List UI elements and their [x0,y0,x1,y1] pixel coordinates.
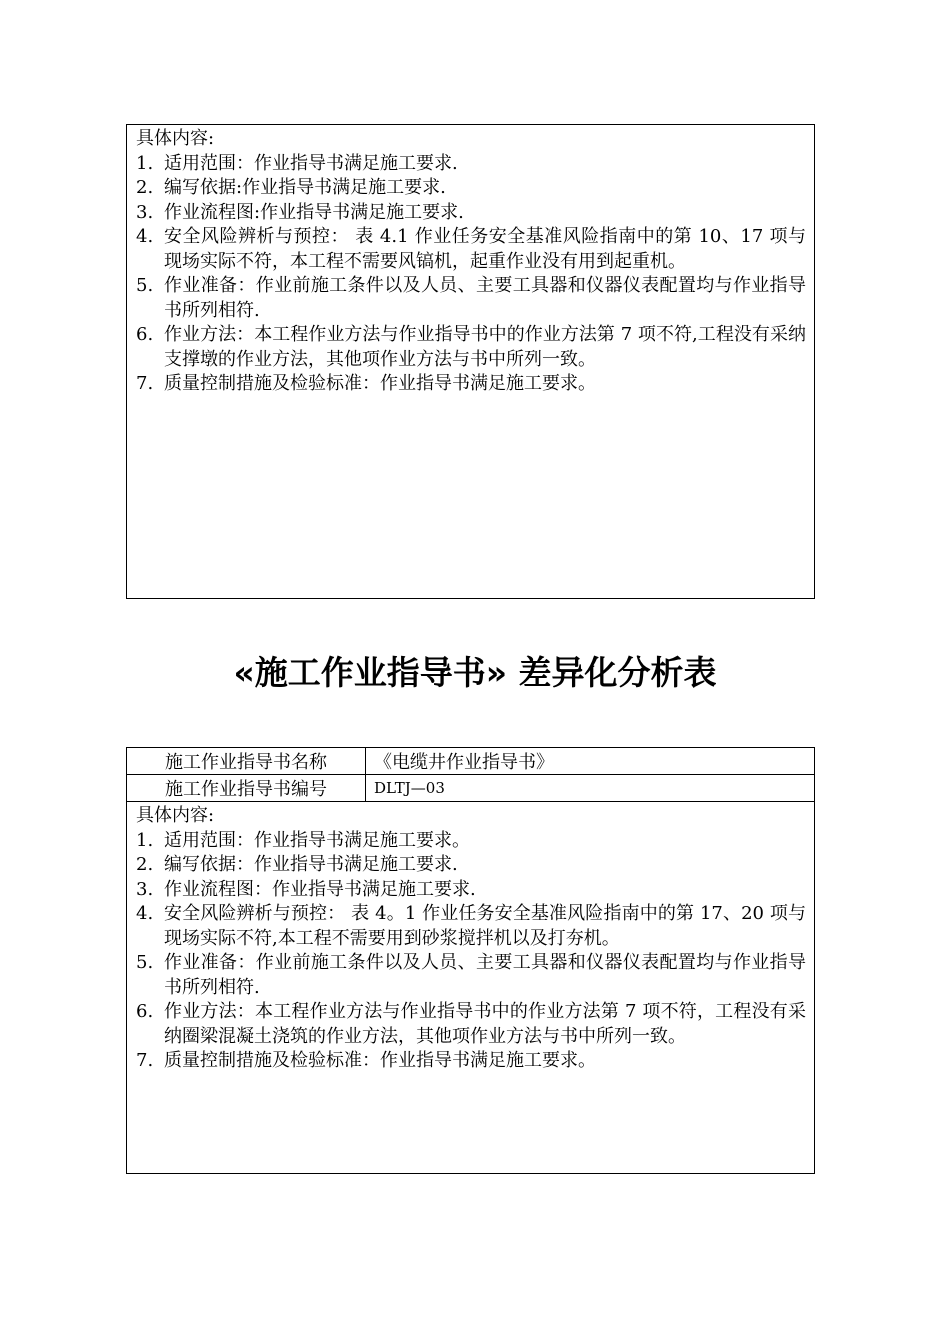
item-text: 安全风险辨析与预控： 表 4。1 作业任务安全基准风险指南中的第 17、20 项与现场实际不符,本工程不需要用到砂浆搅拌机以及打夯机。 [164,903,806,949]
item-number: 4. [136,226,154,247]
guide-name-label: 施工作业指导书名称 [127,748,366,775]
item-number: 5. [136,952,154,973]
content-box-2 [126,747,815,1174]
item-text: 作业准备：作业前施工条件以及人员、主要工具器和仪器仪表配置均与作业指导书所列相符. [164,952,806,998]
item-text: 编写依据:作业指导书满足施工要求. [164,177,446,198]
item-number: 4. [136,903,154,924]
info-table [127,748,814,802]
item-number: 6. [136,1001,154,1022]
item-number: 1. [136,152,154,174]
list-item [136,152,806,177]
content-list-1 [136,152,806,397]
list-item [136,951,806,1000]
content-heading: 具体内容: [136,128,215,149]
item-text: 适用范围：作业指导书满足施工要求. [164,152,458,174]
content-section-1 [127,125,814,397]
table-row [127,775,814,802]
list-item [136,902,806,951]
list-item [136,201,806,226]
content-section-2 [127,802,814,1074]
item-number: 6. [136,324,154,345]
item-text: 作业方法：本工程作业方法与作业指导书中的作业方法第 7 项不符,工程没有采纳支撑墩的作业方法，其他项作业方法与书中所列一致。 [164,324,806,370]
item-number: 3. [136,201,154,223]
list-item [136,1000,806,1049]
item-text: 作业方法：本工程作业方法与作业指导书中的作业方法第 7 项不符，工程没有采纳圈梁混凝土浇筑的作业方法，其他项作业方法与书中所列一致。 [164,1001,806,1047]
item-text: 作业准备：作业前施工条件以及人员、主要工具器和仪器仪表配置均与作业指导书所列相符. [164,275,806,321]
list-item [136,1049,806,1074]
item-number: 2. [136,177,154,198]
item-text: 编写依据：作业指导书满足施工要求. [164,854,458,875]
item-number: 2. [136,854,154,875]
item-text: 作业流程图:作业指导书满足施工要求. [164,201,464,223]
content-list-2 [136,829,806,1074]
item-number: 1. [136,829,154,851]
item-text: 安全风险辨析与预控： 表 4.1 作业任务安全基准风险指南中的第 10、17 项与现场实际不符，本工程不需要风镐机，起重作业没有用到起重机。 [164,226,806,272]
item-number: 3. [136,878,154,900]
page-title: «施工作业指导书» 差异化分析表 [233,653,717,692]
table-row [127,748,814,775]
item-number: 5. [136,275,154,296]
list-item [136,274,806,323]
list-item [136,323,806,372]
guide-name-value: 《电缆井作业指导书》 [366,748,815,775]
item-number: 7. [136,373,154,394]
list-item [136,853,806,878]
content-box-1 [126,124,815,599]
list-item [136,372,806,397]
guide-code-value: DLTJ—03 [366,775,815,802]
item-text: 适用范围：作业指导书满足施工要求。 [164,829,470,851]
list-item [136,829,806,854]
list-item [136,225,806,274]
list-item [136,878,806,903]
guide-code-label: 施工作业指导书编号 [127,775,366,802]
list-item [136,176,806,201]
item-text: 质量控制措施及检验标准：作业指导书满足施工要求。 [164,1050,596,1071]
content-heading: 具体内容: [136,805,215,826]
item-text: 作业流程图：作业指导书满足施工要求. [164,878,476,900]
item-text: 质量控制措施及检验标准：作业指导书满足施工要求。 [164,373,596,394]
item-number: 7. [136,1050,154,1071]
